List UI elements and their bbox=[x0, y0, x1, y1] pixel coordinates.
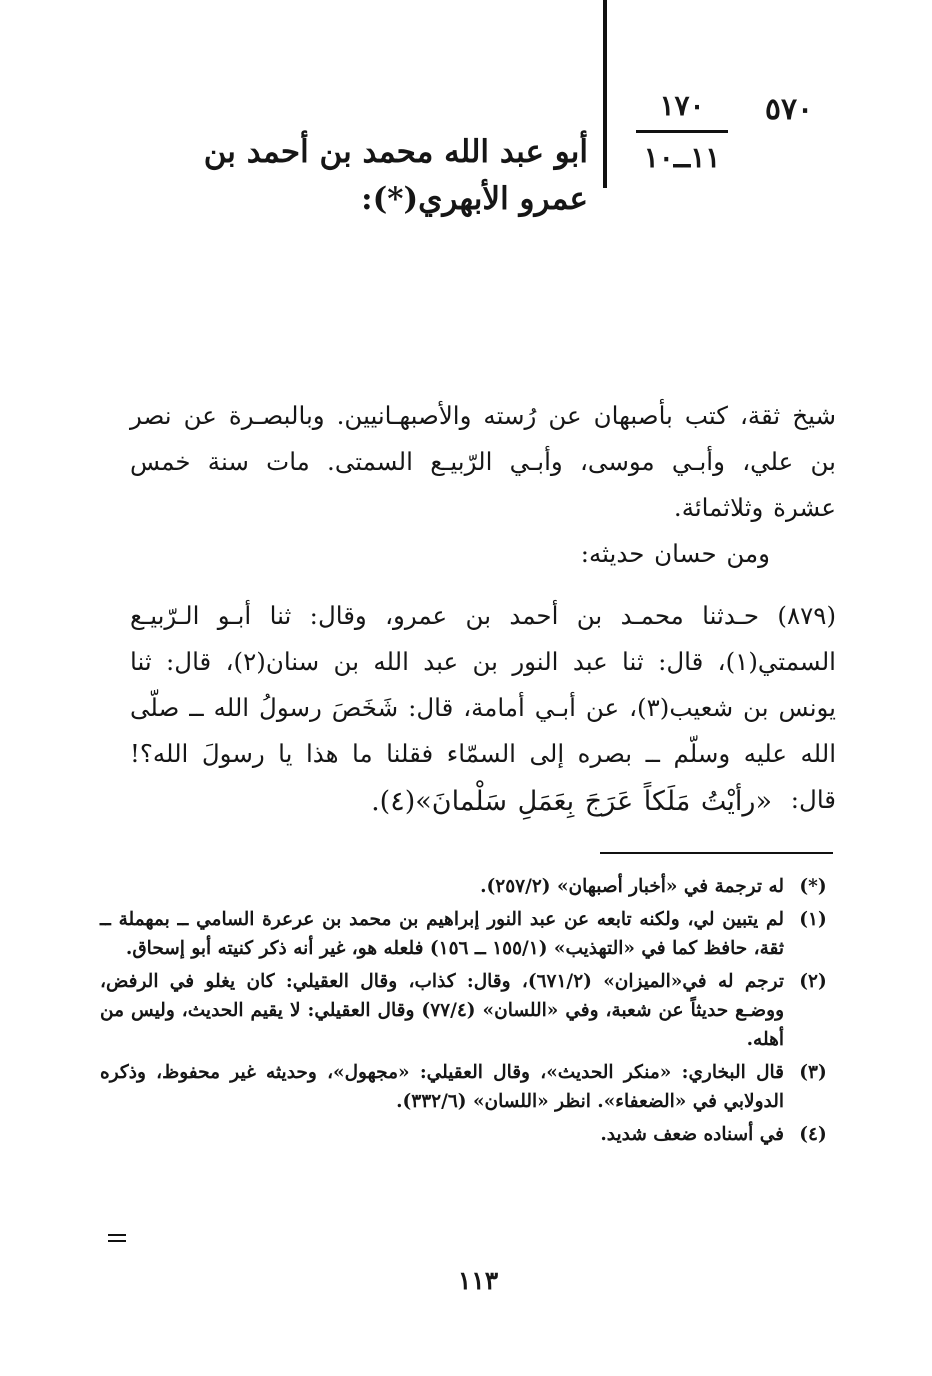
footnote-item bbox=[100, 1058, 836, 1116]
footnote-marker: (١) bbox=[799, 909, 827, 930]
margin-double-rule bbox=[108, 1233, 126, 1243]
hadith-intro: ومن حسان حديثه: bbox=[580, 538, 770, 568]
footnote-text: ترجم له في«الميزان» (٦٧١/٢)، وقال: كذاب، وقال العقيلي: كان يغلو في الرفض، ووضـع حديثاً عن شعبة، وفي «اللسان» (٧٧/٤) وقال العقيلي: لا يقيم الحديث، وليس من أهله. bbox=[100, 971, 785, 1050]
footnote-text: في أسناده ضعف شديد. bbox=[600, 1124, 784, 1145]
footnote-item bbox=[100, 905, 836, 963]
header-vertical-divider bbox=[603, 0, 607, 188]
reference-top: ١٧٠ bbox=[659, 89, 705, 122]
footnote-separator bbox=[600, 852, 833, 854]
reference-bottom: ١١ــ١٠ bbox=[643, 141, 721, 174]
hadith-text: «رأيْتُ مَلَكاً عَرَجَ بِعَمَلِ سَلْمانَ»(٤). bbox=[371, 786, 772, 817]
footnote-item bbox=[100, 872, 836, 901]
footnote-item bbox=[100, 1120, 836, 1149]
footnote-marker: (٣) bbox=[799, 1062, 827, 1083]
biography-paragraph: شيخ ثقة، كتب بأصبهان عن رُسته والأصبهـانيين. وبالبصـرة عن نصر بن علي، وأبـي موسى، وأبـي الرّبيـع السمتى. مات سنة خمس عشرة وثلاثمائة. bbox=[130, 400, 836, 522]
entry-number: ٥٧٠ bbox=[764, 92, 814, 127]
entry-title: أبو عبد الله محمد بن أحمد بن عمرو الأبهري(*): bbox=[203, 133, 588, 217]
reference-fraction-line bbox=[636, 130, 728, 133]
footnote-text: لم يتبين لي، ولكنه تابعه عن عبد النور إبراهيم بن محمد بن عرعرة السامي ــ بمهملة ــ ثقة، حافظ كما في «التهذيب» (١٥٥/١ ــ ١٥٦) فلعله هو، غير أنه ذكر كنيته أبو إسحاق. bbox=[100, 909, 784, 959]
footnote-marker: (*) bbox=[799, 876, 827, 897]
page-number: ١١٣ bbox=[457, 1266, 499, 1295]
footnote-marker: (٢) bbox=[799, 971, 827, 992]
footnotes bbox=[100, 872, 836, 1153]
footnote-text: له ترجمة في «أخبار أصبهان» (٢٥٧/٢). bbox=[480, 876, 784, 897]
hadith-isnad: (٨٧٩) حـدثنا محمـد بن أحمد بن عمرو، وقال: ثنا أبـو الـرّبيـع السمتي(١)، قال: ثنا عبد النور بن عبد الله بن سنان(٢)، قال: ثنا يونس بن شعيب(٣)، عن أبـي أمامة، قال: شَخَصَ رسولُ الله ــ صلّى الله عليه وسلّم ــ بصره إلى السمّاء فقلنا ما هذا يا رسولَ الله؟! قال: bbox=[130, 600, 836, 814]
footnote-item bbox=[100, 967, 836, 1054]
footnote-marker: (٤) bbox=[799, 1124, 827, 1145]
footnote-text: قال البخاري: «منكر الحديث»، وقال العقيلي: «مجهول»، وحديثه غير محفوظ، وذكره الدولابي في «الضعفاء». انظر «اللسان» (٣٣٢/٦). bbox=[100, 1062, 784, 1112]
